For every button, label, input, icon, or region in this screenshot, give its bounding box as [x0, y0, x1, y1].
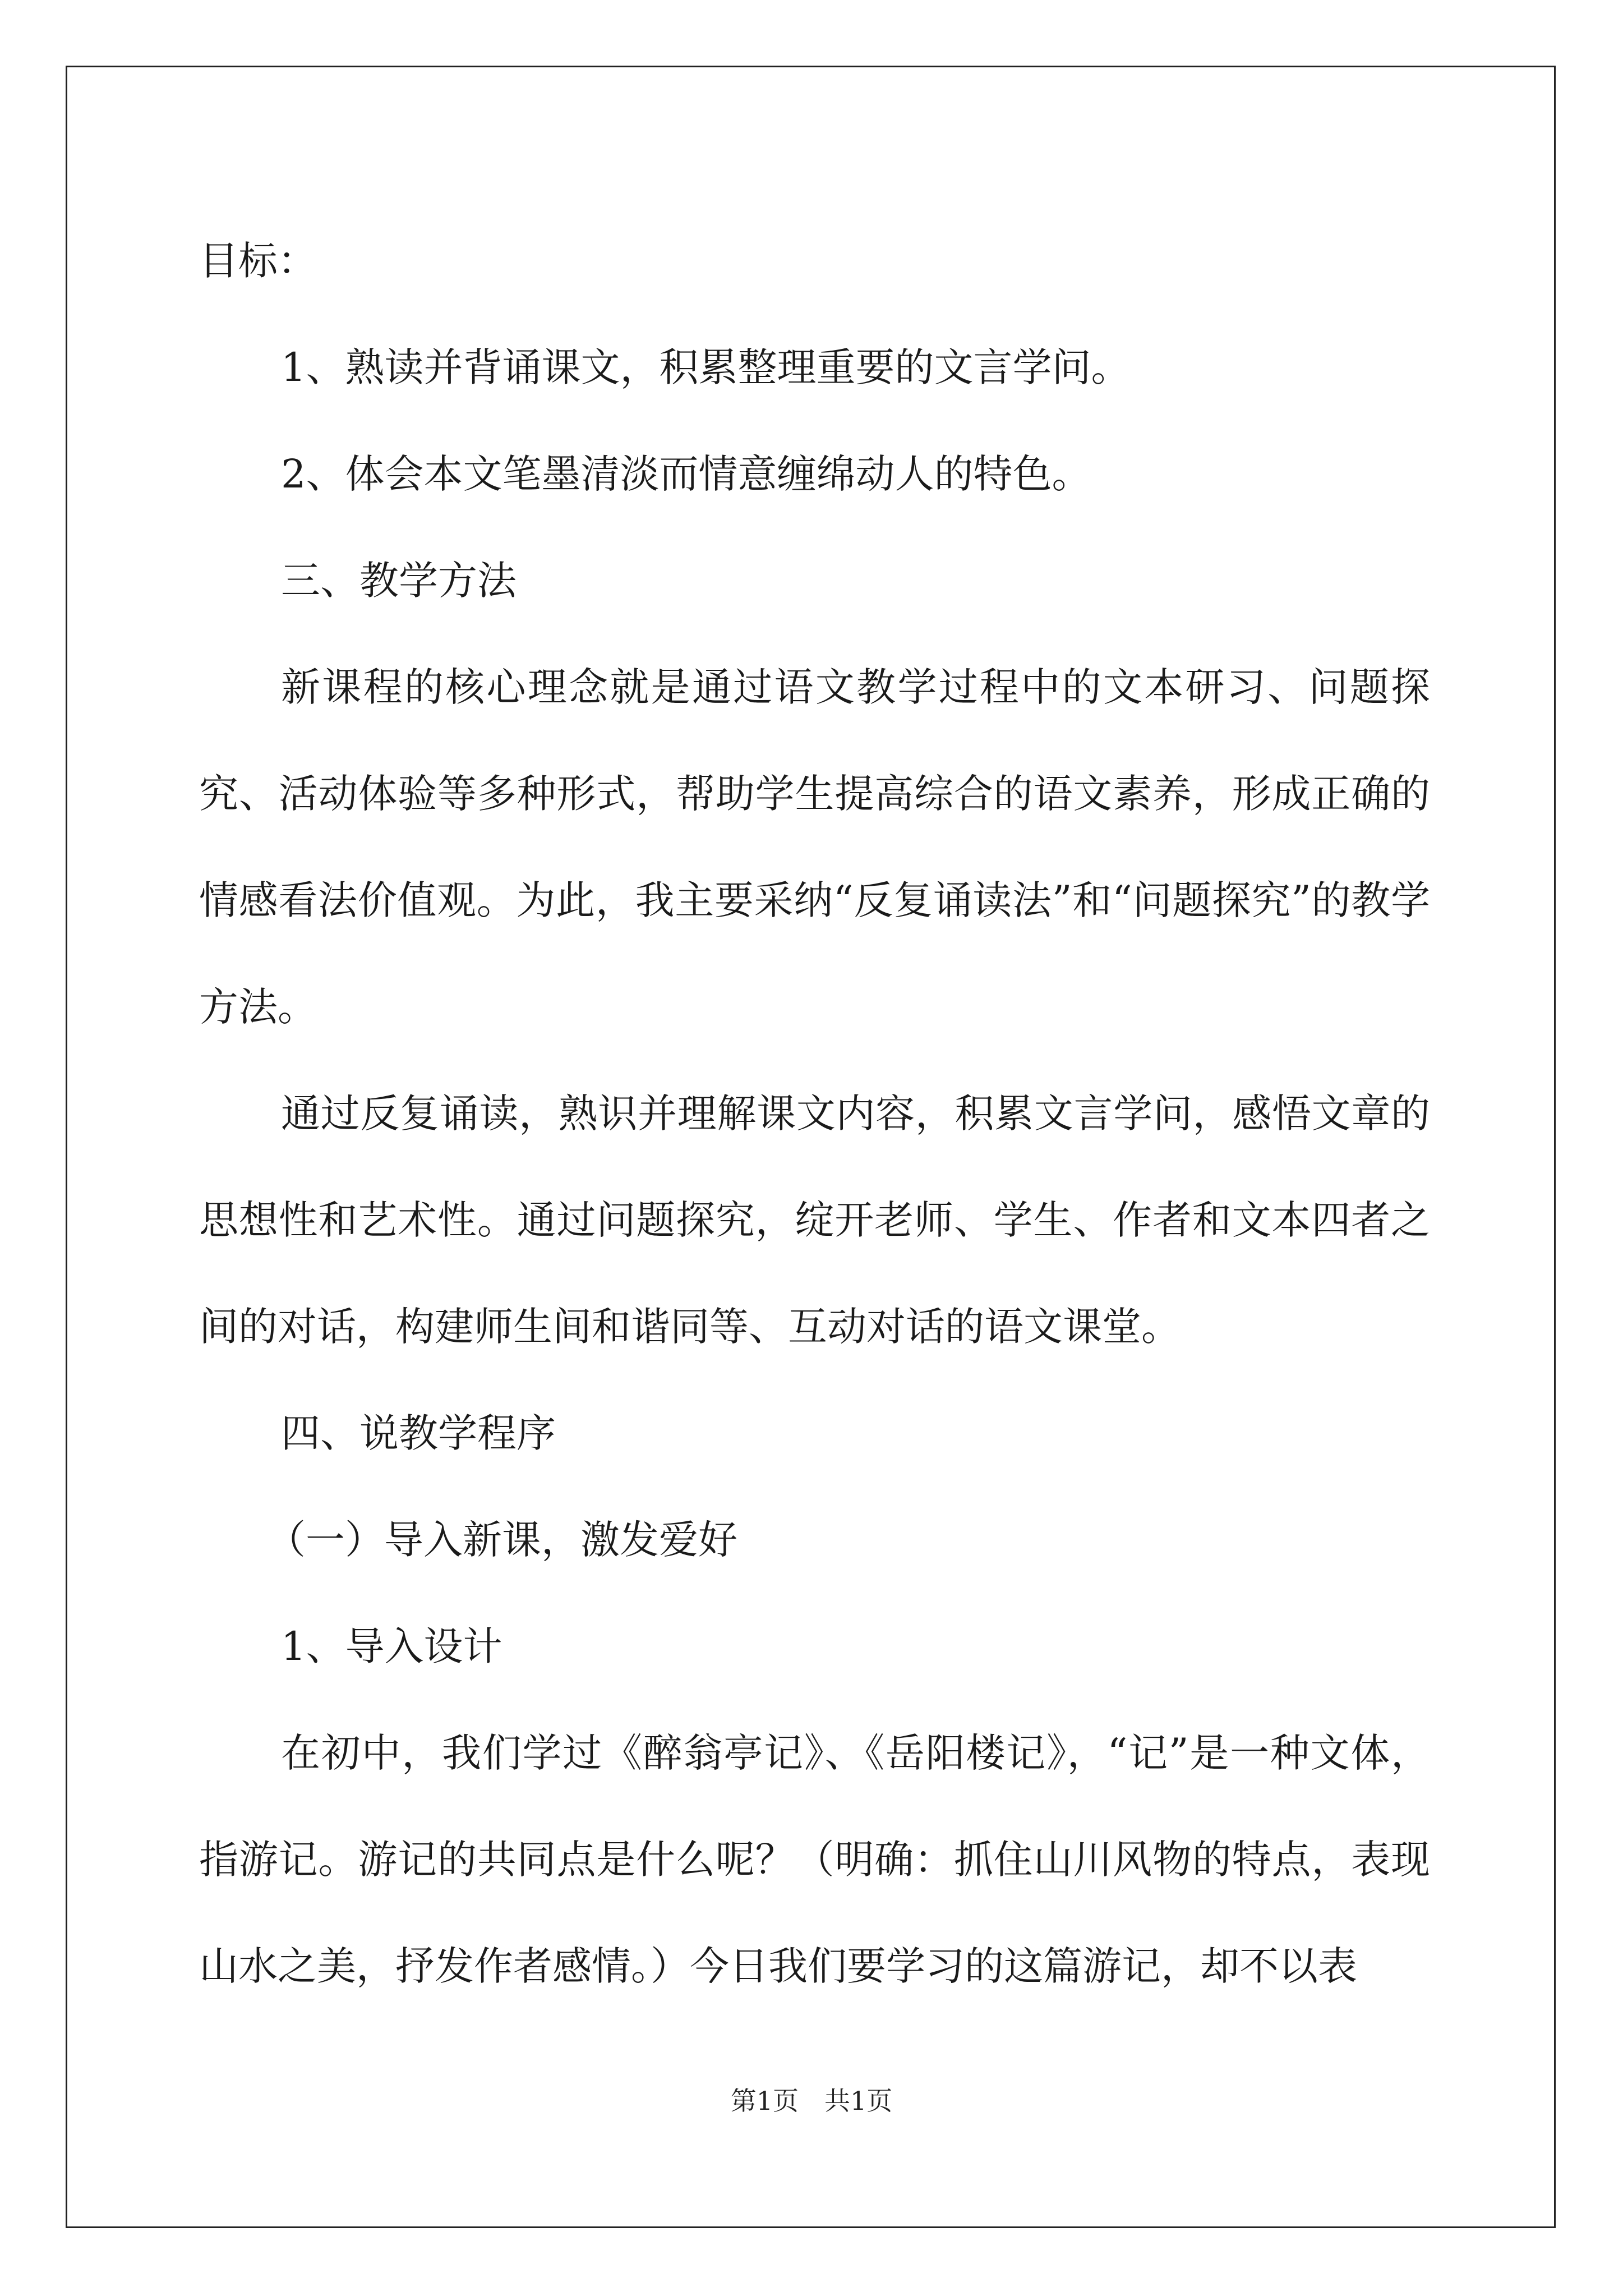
- goal-item-2: 2、体会本文笔墨清淡而情意缠绵动人的特色。: [281, 451, 1091, 497]
- sub-heading-intro-design: 1、导入设计: [281, 1623, 502, 1669]
- section-heading-teaching-procedure: 四、说教学程序: [281, 1410, 556, 1456]
- step-heading-introduction: （一）导入新课，激发爱好: [266, 1517, 737, 1563]
- method-paragraph-1: 新课程的核心理念就是通过语文教学过程中的文本研习、问题探究、活动体验等多种形式，帮助学生提高综合的语文素养，形成正确的情感看法价值观。为此，我主要采纳“反复诵读法”和“问题探究”的教学方法。: [199, 664, 1430, 1030]
- section-heading-teaching-method: 三、教学方法: [281, 558, 517, 604]
- intro-paragraph: 在初中，我们学过《醉翁亭记》、《岳阳楼记》，“记”是一种文体，指游记。游记的共同点是什么呢？（明确：抓住山川风物的特点，表现山水之美，抒发作者感情。）今日我们要学习的这篇游记，却不以表: [199, 1730, 1430, 1989]
- goal-heading: 目标：: [199, 238, 317, 284]
- goal-item-1: 1、熟读并背诵课文，积累整理重要的文言学问。: [281, 344, 1131, 390]
- page-footer: 第1页 共1页: [730, 2086, 893, 2116]
- document-body: [199, 208, 1430, 2019]
- method-paragraph-2: 通过反复诵读，熟识并理解课文内容，积累文言学问，感悟文章的思想性和艺术性。通过问题探究，绽开老师、学生、作者和文本四者之间的对话，构建师生间和谐同等、互动对话的语文课堂。: [199, 1091, 1430, 1350]
